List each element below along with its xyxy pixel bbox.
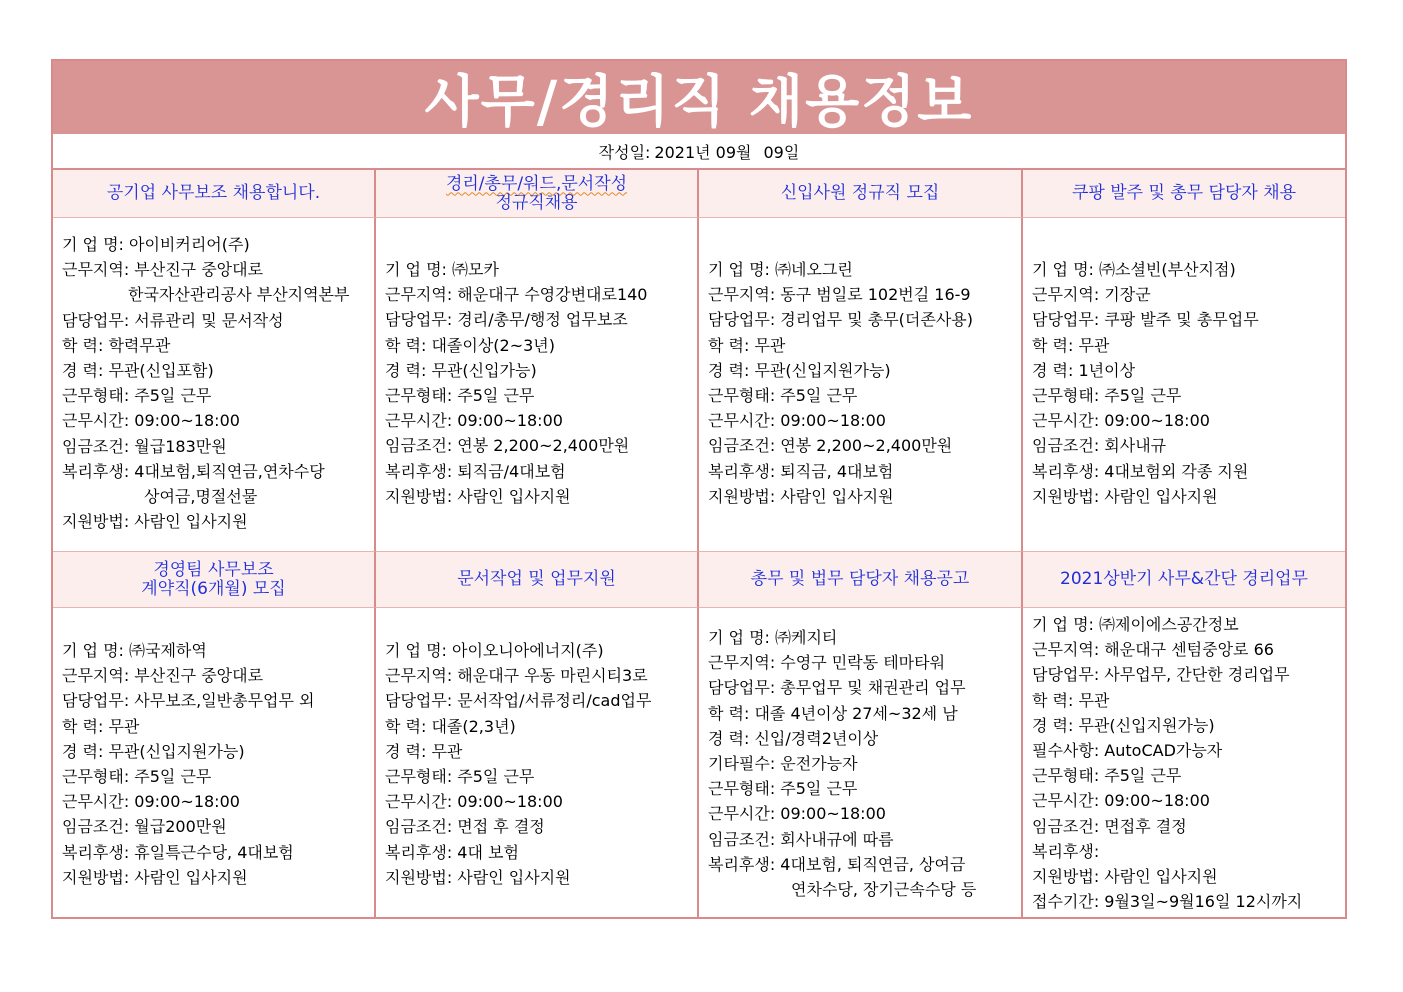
detail-line: 복리후생: 휴일특근수당, 4대보험 (62, 842, 294, 862)
date-day: 09일 (763, 142, 800, 162)
detail-line: 지원방법: 사람인 입사지원 (385, 867, 571, 887)
detail-line: 임금조건: 월급183만원 (62, 436, 227, 456)
job-title-line: 정규직채용 (495, 192, 578, 213)
detail-line: 경 력: 무관(신입가능) (385, 360, 537, 380)
detail-line: 근무형태: 주5일 근무 (385, 385, 535, 405)
detail-line: 담당업무: 사무업무, 간단한 경리업무 (1032, 665, 1290, 685)
detail-line: 근무시간: 09:00~18:00 (62, 792, 240, 812)
detail-line: 근무시간: 09:00~18:00 (708, 411, 886, 431)
detail-line: 근무형태: 주5일 근무 (1032, 766, 1182, 786)
detail-line: 근무시간: 09:00~18:00 (1032, 791, 1210, 811)
job-board-sheet (51, 59, 1347, 919)
job-details (699, 608, 1023, 917)
page-title: 사무/경리직 채용정보 (424, 69, 974, 135)
job-title (699, 170, 1023, 218)
job-title-line: 경영팀 사무보조 (153, 559, 274, 580)
detail-line: 근무시간: 09:00~18:00 (62, 411, 240, 431)
detail-line: 학 력: 대졸 4년이상 27세~32세 남 (708, 703, 958, 723)
detail-line: 연차수당, 장기근속수당 등 (791, 879, 977, 899)
detail-line: 지원방법: 사람인 입사지원 (708, 486, 894, 506)
detail-line: 근무형태: 주5일 근무 (385, 766, 535, 786)
detail-line: 경 력: 1년이상 (1032, 360, 1136, 380)
detail-line: 담당업무: 서류관리 및 문서작성 (62, 310, 284, 330)
detail-line: 복리후생: 4대보험,퇴직연금,연차수당 (62, 461, 325, 481)
detail-line: 임금조건: 월급200만원 (62, 817, 227, 837)
detail-line: 지원방법: 사람인 입사지원 (1032, 486, 1218, 506)
detail-line: 담당업무: 쿠팡 발주 및 총무업무 (1032, 310, 1259, 330)
job-title (1023, 552, 1345, 608)
detail-line: 근무지역: 수영구 민락동 테마타워 (708, 653, 946, 673)
detail-line: 경 력: 무관 (385, 741, 463, 761)
detail-line: 담당업무: 문서작업/서류정리/cad업무 (385, 691, 652, 711)
detail-line: 지원방법: 사람인 입사지원 (62, 867, 248, 887)
detail-line: 경 력: 무관(신입포함) (62, 360, 214, 380)
detail-line: 기 업 명: ㈜모카 (385, 260, 499, 279)
job-title (53, 552, 376, 608)
title-banner (53, 61, 1345, 134)
detail-line: 근무형태: 주5일 근무 (708, 779, 858, 799)
detail-line: 임금조건: 연봉 2,200~2,400만원 (708, 436, 953, 456)
detail-line: 근무지역: 기장군 (1032, 285, 1151, 305)
detail-line: 경 력: 무관(신입지원가능) (708, 360, 891, 380)
detail-line: 기 업 명: ㈜케지티 (708, 628, 838, 647)
detail-line: 학 력: 무관 (1032, 335, 1110, 355)
detail-line: 임금조건: 회사내규에 따름 (708, 829, 894, 849)
detail-line: 접수기간: 9월3일~9월16일 12시까지 (1032, 892, 1303, 912)
detail-line: 담당업무: 경리업무 및 총무(더존사용) (708, 310, 973, 330)
detail-line: 근무시간: 09:00~18:00 (708, 804, 886, 824)
detail-line: 기 업 명: 아이비커리어(주) (62, 235, 250, 254)
detail-line: 기 업 명: 아이오니아에너지(주) (385, 641, 604, 660)
detail-line: 임금조건: 면접후 결정 (1032, 816, 1187, 836)
detail-line: 임금조건: 회사내규 (1032, 436, 1167, 456)
job-details (1023, 608, 1345, 917)
job-title-line: 경리/총무/워드,문서작성 (445, 173, 628, 194)
detail-line: 근무시간: 09:00~18:00 (385, 792, 563, 812)
detail-line: 임금조건: 면접 후 결정 (385, 817, 545, 837)
detail-line: 근무시간: 09:00~18:00 (1032, 411, 1210, 431)
job-details (53, 218, 376, 552)
job-details (376, 608, 699, 917)
date-value: 2021년 09월 (654, 142, 752, 162)
detail-line: 복리후생: (1032, 841, 1100, 861)
detail-line: 기타필수: 운전가능자 (708, 753, 858, 773)
detail-line: 기 업 명: ㈜국제하역 (62, 641, 207, 660)
detail-line: 필수사항: AutoCAD가능자 (1032, 740, 1223, 760)
job-grid (53, 170, 1345, 917)
job-details (53, 608, 376, 917)
detail-line: 근무지역: 해운대구 센텀중앙로 66 (1032, 640, 1274, 660)
detail-line: 한국자산관리공사 부산지역본부 (128, 285, 350, 305)
detail-line: 근무시간: 09:00~18:00 (385, 411, 563, 431)
detail-line: 근무지역: 부산진구 중앙대로 (62, 666, 264, 686)
detail-line: 근무지역: 해운대구 우동 마린시티3로 (385, 666, 648, 686)
detail-line: 학 력: 무관 (1032, 690, 1110, 710)
job-title (699, 552, 1023, 608)
detail-line: 복리후생: 퇴직금, 4대보험 (708, 461, 894, 481)
detail-line: 복리후생: 4대보험, 퇴직연금, 상여금 (708, 854, 966, 874)
detail-line: 복리후생: 퇴직금/4대보험 (385, 461, 566, 481)
detail-line: 복리후생: 4대 보험 (385, 842, 519, 862)
detail-line: 지원방법: 사람인 입사지원 (62, 512, 248, 532)
detail-line: 담당업무: 경리/총무/행정 업무보조 (385, 310, 628, 330)
detail-line: 학 력: 대졸이상(2~3년) (385, 335, 556, 355)
job-title-line: 계약직(6개월) 모집 (141, 578, 286, 599)
detail-line: 기 업 명: ㈜소셜빈(부산지점) (1032, 260, 1236, 279)
job-title-line: 쿠팡 발주 및 총무 담당자 채용 (1071, 183, 1297, 203)
detail-line: 경 력: 신입/경력2년이상 (708, 728, 879, 748)
detail-line: 상여금,명절선물 (144, 486, 258, 506)
date-label: 작성일: (598, 142, 651, 162)
detail-line: 복리후생: 4대보험외 각종 지원 (1032, 461, 1249, 481)
detail-line: 경 력: 무관(신입지원가능) (1032, 715, 1215, 735)
detail-line: 임금조건: 연봉 2,200~2,400만원 (385, 436, 630, 456)
job-title (1023, 170, 1345, 218)
detail-line: 경 력: 무관(신입지원가능) (62, 741, 245, 761)
detail-line: 학 력: 학력무관 (62, 335, 171, 355)
job-title (376, 552, 699, 608)
detail-line: 근무형태: 주5일 근무 (62, 766, 212, 786)
job-details (376, 218, 699, 552)
detail-line: 지원방법: 사람인 입사지원 (1032, 866, 1218, 886)
job-title-line: 문서작업 및 업무지원 (457, 569, 616, 589)
job-details (1023, 218, 1345, 552)
detail-line: 담당업무: 총무업무 및 채권관리 업무 (708, 678, 966, 698)
detail-line: 학 력: 무관 (708, 335, 786, 355)
detail-line: 근무지역: 부산진구 중앙대로 (62, 260, 264, 280)
job-title (53, 170, 376, 218)
detail-line: 학 력: 대졸(2,3년) (385, 716, 516, 736)
detail-line: 기 업 명: ㈜네오그린 (708, 260, 853, 279)
detail-line: 근무형태: 주5일 근무 (62, 386, 212, 406)
job-title (376, 170, 699, 218)
detail-line: 근무형태: 주5일 근무 (1032, 385, 1182, 405)
job-details (699, 218, 1023, 552)
detail-line: 지원방법: 사람인 입사지원 (385, 486, 571, 506)
job-title-line: 2021상반기 사무&간단 경리업무 (1060, 569, 1308, 589)
detail-line: 학 력: 무관 (62, 716, 140, 736)
detail-line: 근무지역: 해운대구 수영강변대로140 (385, 285, 648, 305)
detail-line: 기 업 명: ㈜제이에스공간정보 (1032, 615, 1239, 634)
job-title-line: 신입사원 정규직 모집 (780, 183, 940, 203)
job-title-line: 공기업 사무보조 채용합니다. (106, 183, 321, 203)
date-row (53, 134, 1345, 170)
job-title-line: 총무 및 법무 담당자 채용공고 (750, 569, 970, 589)
detail-line: 근무지역: 동구 범일로 102번길 16-9 (708, 285, 971, 305)
detail-line: 근무형태: 주5일 근무 (708, 385, 858, 405)
detail-line: 담당업무: 사무보조,일반총무업무 외 (62, 691, 315, 711)
